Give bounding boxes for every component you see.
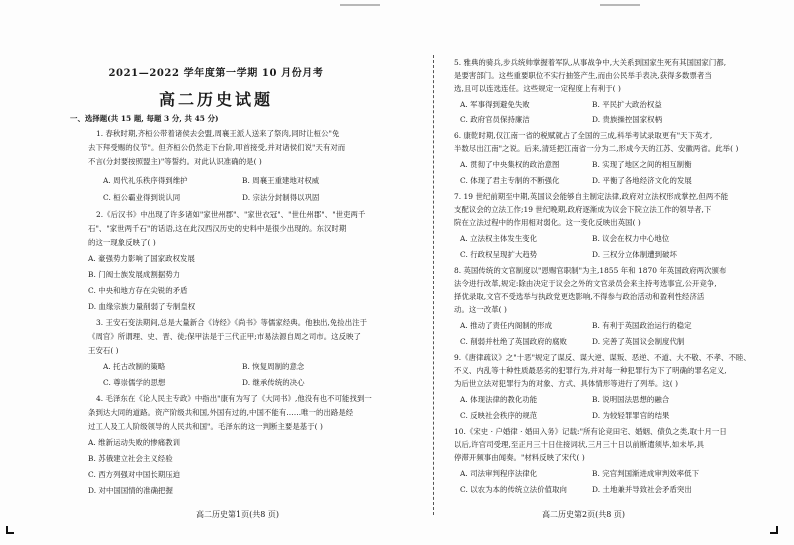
question-4-line-2: 条到达大同的道路。资产阶级共和国,外国有过的,中国不能有……唯一的出路是经 (88, 408, 354, 417)
question-7-option-b: B. 议会在权力中心地位 (592, 234, 670, 243)
question-1-line-2: 去下拜受赐的仪节"。但齐桓公仍然走下台阶,叩首接受,并对诸侯们说"天有对而 (88, 143, 346, 152)
exam-title: 2021—2022 学年度第一学期 10 月份月考 (108, 68, 324, 79)
question-7-line-2: 支配议会的立法工作;19 世纪晚期,政府逐渐成为议会下院立法工作的领导者,下 (454, 205, 712, 214)
question-9-option-b: B. 说明国法思想的融合 (592, 395, 670, 404)
question-2-line-1: 2.《后汉书》中出现了许多诸如"家世州郡"、"家世衣冠"、"世仕州郡"、"世吏两千 (96, 210, 366, 219)
question-5-line-3: 选,且可以连选连任。这些规定一定程度上有利于( ) (454, 84, 621, 93)
question-5-option-b: B. 平民扩大政治权益 (592, 100, 662, 109)
question-4-option-a: A. 维新运动失败的惨痛教训 (88, 438, 181, 447)
corner-mark (770, 526, 778, 534)
question-10-line-3: 停滞开频事由闻奏。"材料反映了宋代( ) (454, 453, 585, 462)
question-6-line-1: 6. 康乾时期,仅江南一省的税赋就占了全国的三成,科举考试录取更有"天下英才, (454, 131, 713, 140)
question-10-option-b: B. 完官判国渐进成审判效率低下 (592, 469, 700, 478)
question-10-option-d: D. 土地兼并导致社会矛盾突出 (592, 485, 692, 494)
question-2-option-b: B. 门阀士族发展成割据势力 (88, 270, 181, 279)
question-2-option-d: D. 血缘宗族力量削弱了专制皇权 (88, 302, 196, 311)
question-2-line-3: 的这一现象反映了( ) (88, 238, 156, 247)
question-5-option-c: C. 政府官员保持廉洁 (460, 115, 530, 124)
question-9-line-2: 不义、内乱等十种性质最恶劣的犯罪行为,并对每一种犯罪行为下了明确的罪名定义, (454, 366, 727, 375)
question-6-option-d: D. 平衡了各地经济文化的发展 (592, 176, 692, 185)
question-3-line-2: 《周官》所谓理、史、晋、徒;保甲法是于三代正甲;市易法源自周之司市。这反映了 (88, 332, 361, 341)
question-8-line-3: 择优录取,文官不受选举与执政党更迭影响,不得参与政治活动和盈利性经济活 (454, 292, 705, 301)
question-4-option-b: B. 苏俄建立社会主义经验 (88, 454, 173, 463)
question-7-line-3: 院在立法过程中的作用相对弱化。这一变化反映出英国( ) (454, 218, 641, 227)
question-2-option-a: A. 豪强势力影响了国家政权发展 (88, 254, 195, 263)
question-7-option-c: C. 行政权呈现扩大趋势 (460, 250, 538, 259)
page-divider (433, 55, 434, 515)
question-7-line-1: 7. 19 世纪前期至中期,英国议会能够自主制定法律,政府对立法权形成掌控,但两不能 (454, 192, 729, 201)
corner-mark (6, 526, 14, 534)
question-6-option-a: A. 贯彻了中央集权的政治意图 (460, 160, 560, 169)
question-7-option-a: A. 立法权主体发生变化 (460, 234, 538, 243)
question-10-line-1: 10.《宋史 · 户婚律 · 婚田入务》记载:"所有论竞田宅、婚姻、债负之类,取十月一日 (454, 427, 727, 436)
question-5-line-2: 是要害部门。这些重要职位不实行抽签产生,而由公民举手表决,获得多数票者当 (454, 71, 712, 80)
question-3-line-1: 3. 王安石变法期间,总是大量新合《诗经》《尚书》等儒家经典。他独出,免捡出注于 (96, 318, 368, 327)
question-8-line-1: 8. 英国传统的文官制度以"恩赐官职制"为主,1855 年和 1870 年英国政府两次颁布 (454, 266, 727, 275)
question-1-option-b: B. 周襄王重建地对权威 (242, 176, 320, 185)
question-1-line-1: 1. 春秋时期,齐桓公带着诸侯去会盟,周襄王派人送来了祭肉,同时让桓公"免 (96, 129, 340, 138)
question-3-option-a: A. 托古改制的策略 (103, 362, 166, 371)
question-6-option-c: C. 体现了君主专制的不断强化 (460, 176, 560, 185)
question-5-line-1: 5. 雅典的骑兵,步兵统帅掌握着军队,从事战争中,大关系到国家生死有其国国家门都, (454, 58, 727, 67)
question-3-line-3: 王安石( ) (88, 346, 119, 355)
question-6-option-b: B. 实现了地区之间的相互制衡 (592, 160, 692, 169)
question-10-option-c: C. 以农为本的传统立法价值取向 (460, 485, 567, 494)
question-4-line-3: 过工人及工人阶级领导的人民共和国"。毛泽东的这一判断主要是基于( ) (88, 422, 323, 431)
question-9-option-c: C. 反映社会秩序的规范 (460, 411, 538, 420)
question-4-line-1: 4. 毛泽东在《论人民主专政》中指出"康有为写了《大同书》,他没有也不可能找到一 (96, 394, 372, 403)
question-1-line-3: 不言(分封要按照盟主)"等誓约。对此认识准确的是( ) (88, 157, 262, 166)
page-two (442, 0, 794, 545)
question-8-option-c: C. 削弱并杜绝了英国政府的腐败 (460, 337, 567, 346)
question-9-line-3: 为后世立法对犯罪行为的对象、方式、具体情形等进行了列举。这( ) (454, 379, 679, 388)
section-header: 一、选择题(共 15 题, 每题 3 分, 共 45 分) (70, 114, 219, 123)
question-2-option-c: C. 中央和地方存在尖锐的矛盾 (88, 286, 188, 295)
question-10-line-2: 以后,许官司受理,至正月三十日住接词状,三月三十日以前断遣须毕,如未毕,具 (454, 440, 705, 449)
question-3-option-c: C. 尊崇儒学的思想 (103, 378, 166, 387)
question-1-option-c: C. 桓公霸业得到说认同 (103, 193, 181, 202)
page-footer: 高二历史第1页(共8 页) (196, 510, 279, 519)
question-7-option-d: D. 三权分立体制遭到破坏 (592, 250, 677, 259)
question-3-option-d: D. 继承传统的决心 (242, 378, 305, 387)
question-8-line-2: 法令进行改革,规定:除由决定于议会之外的文官录员会来主持考选事宜,公开竞争, (454, 279, 717, 288)
question-1-option-d: D. 宗法分封制得以巩固 (242, 193, 320, 202)
question-1-option-a: A. 周代礼乐秩序得到维护 (103, 176, 188, 185)
question-10-option-a: A. 司法审判程序法律化 (460, 469, 538, 478)
question-5-option-a: A. 军事得到避免失败 (460, 100, 530, 109)
question-6-line-2: 半数尽出江南"之说。后来,清廷把江南省一分为二,形成今天的江苏、安徽两省。此举( ) (454, 144, 739, 153)
question-9-line-1: 9.《唐律疏议》之"十恶"规定了谋反、谋大逆、谋叛、恶逆、不道、大不敬、不孝、不睦、 (454, 353, 751, 362)
page-footer: 高二历史第2页(共8 页) (542, 510, 625, 519)
question-3-option-b: B. 恢复周制的意念 (242, 362, 305, 371)
question-9-option-a: A. 体现法律的教化功能 (460, 395, 538, 404)
question-8-option-d: D. 完善了英国议会制度代制 (592, 337, 685, 346)
question-2-line-2: 石"、"家世两千石"的话语,这在此汉西汉历史的史料中是很少出现的。东汉时期 (88, 224, 347, 233)
question-4-option-c: C. 西方列强对中国长期压迫 (88, 470, 181, 479)
question-5-option-d: D. 贵族操控国家权柄 (592, 115, 663, 124)
question-8-line-4: 动。这一改革( ) (454, 305, 507, 314)
question-9-option-d: D. 为较轻罪罪官的结果 (592, 411, 670, 420)
question-4-option-d: D. 对中国国情的准确把握 (88, 486, 173, 495)
subject-title: 高二历史试题 (158, 90, 273, 109)
question-8-option-b: B. 有利于英国政治运行的稳定 (592, 321, 692, 330)
question-8-option-a: A. 推动了责任内阁制的形成 (460, 321, 553, 330)
